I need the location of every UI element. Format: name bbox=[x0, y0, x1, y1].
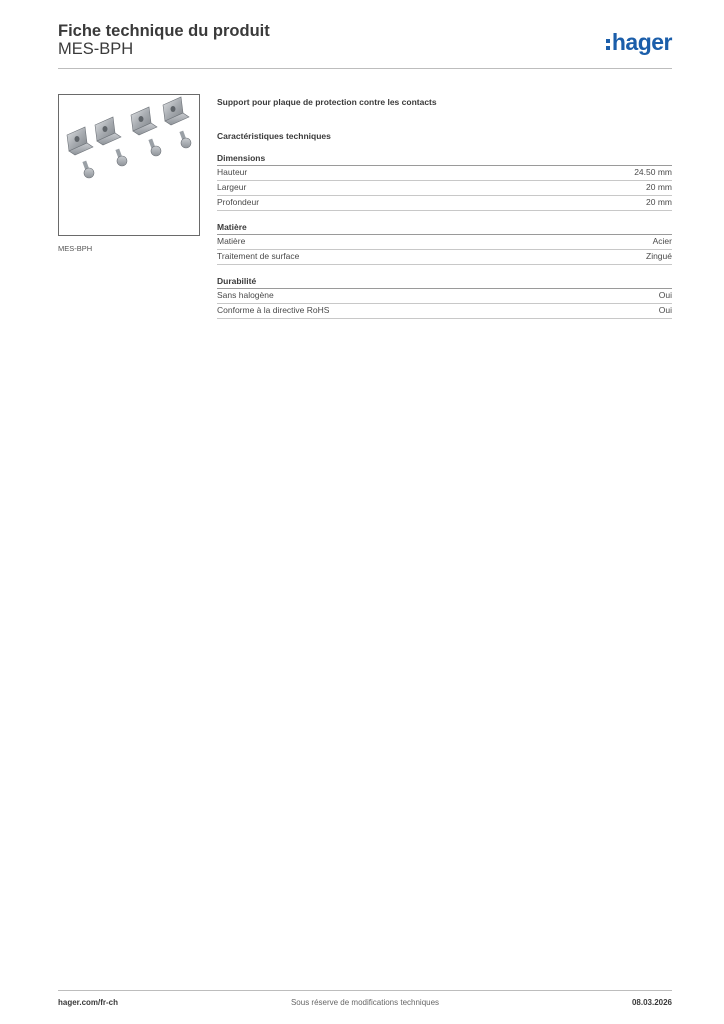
logo-text: hager bbox=[611, 28, 672, 55]
document-title: Fiche technique du produit bbox=[58, 22, 270, 40]
spec-value: 20 mm bbox=[646, 182, 672, 192]
bracket-1 bbox=[67, 127, 93, 155]
spec-value: Oui bbox=[658, 290, 672, 300]
spec-group-title: Dimensions bbox=[217, 152, 672, 166]
spec-group-title: Matière bbox=[217, 221, 672, 235]
screw-1 bbox=[82, 161, 94, 178]
spec-row bbox=[217, 250, 672, 265]
screw-2 bbox=[115, 149, 127, 166]
spec-label: Profondeur bbox=[217, 197, 260, 207]
spec-group-title: Durabilité bbox=[217, 275, 672, 289]
spec-value: Oui bbox=[658, 305, 672, 315]
spec-value: 24.50 mm bbox=[634, 167, 672, 177]
footer-divider bbox=[58, 990, 672, 991]
screw-4 bbox=[179, 131, 191, 148]
spec-row bbox=[217, 181, 672, 196]
hager-logo bbox=[606, 28, 672, 56]
product-code: MES-BPH bbox=[58, 40, 134, 58]
spec-label: Matière bbox=[217, 236, 246, 246]
spec-label: Conforme à la directive RoHS bbox=[217, 305, 330, 315]
spec-value: Acier bbox=[652, 236, 672, 246]
spec-value: 20 mm bbox=[646, 197, 672, 207]
spec-label: Traitement de surface bbox=[217, 251, 300, 261]
spec-row bbox=[217, 289, 672, 304]
spec-group-material bbox=[217, 221, 672, 265]
footer-date: 08.03.2026 bbox=[631, 998, 672, 1007]
spec-group-dimensions bbox=[217, 152, 672, 211]
logo-dots-icon bbox=[606, 37, 610, 51]
spec-section bbox=[217, 96, 672, 319]
spec-row bbox=[217, 196, 672, 211]
spec-row bbox=[217, 166, 672, 181]
spec-row bbox=[217, 235, 672, 250]
product-description: Support pour plaque de protection contre les contacts bbox=[217, 97, 437, 107]
page-header bbox=[58, 22, 672, 68]
image-caption: MES-BPH bbox=[58, 244, 93, 253]
screw-3 bbox=[148, 139, 161, 156]
spec-label: Hauteur bbox=[217, 167, 248, 177]
page-footer bbox=[58, 998, 672, 1012]
mounting-bracket-set-image bbox=[59, 95, 199, 235]
spec-row bbox=[217, 304, 672, 319]
spec-group-durability bbox=[217, 275, 672, 319]
header-divider bbox=[58, 68, 672, 69]
bracket-3 bbox=[131, 107, 157, 135]
technical-specs-title: Caractéristiques techniques bbox=[217, 131, 331, 141]
spec-label: Sans halogène bbox=[217, 290, 274, 300]
spec-label: Largeur bbox=[217, 182, 247, 192]
bracket-4 bbox=[163, 97, 189, 125]
footer-notice: Sous réserve de modifications techniques bbox=[290, 998, 440, 1007]
product-image bbox=[58, 94, 200, 236]
footer-website-link[interactable]: hager.com/fr-ch bbox=[58, 998, 119, 1007]
spec-value: Zingué bbox=[646, 251, 672, 261]
bracket-2 bbox=[95, 117, 121, 145]
